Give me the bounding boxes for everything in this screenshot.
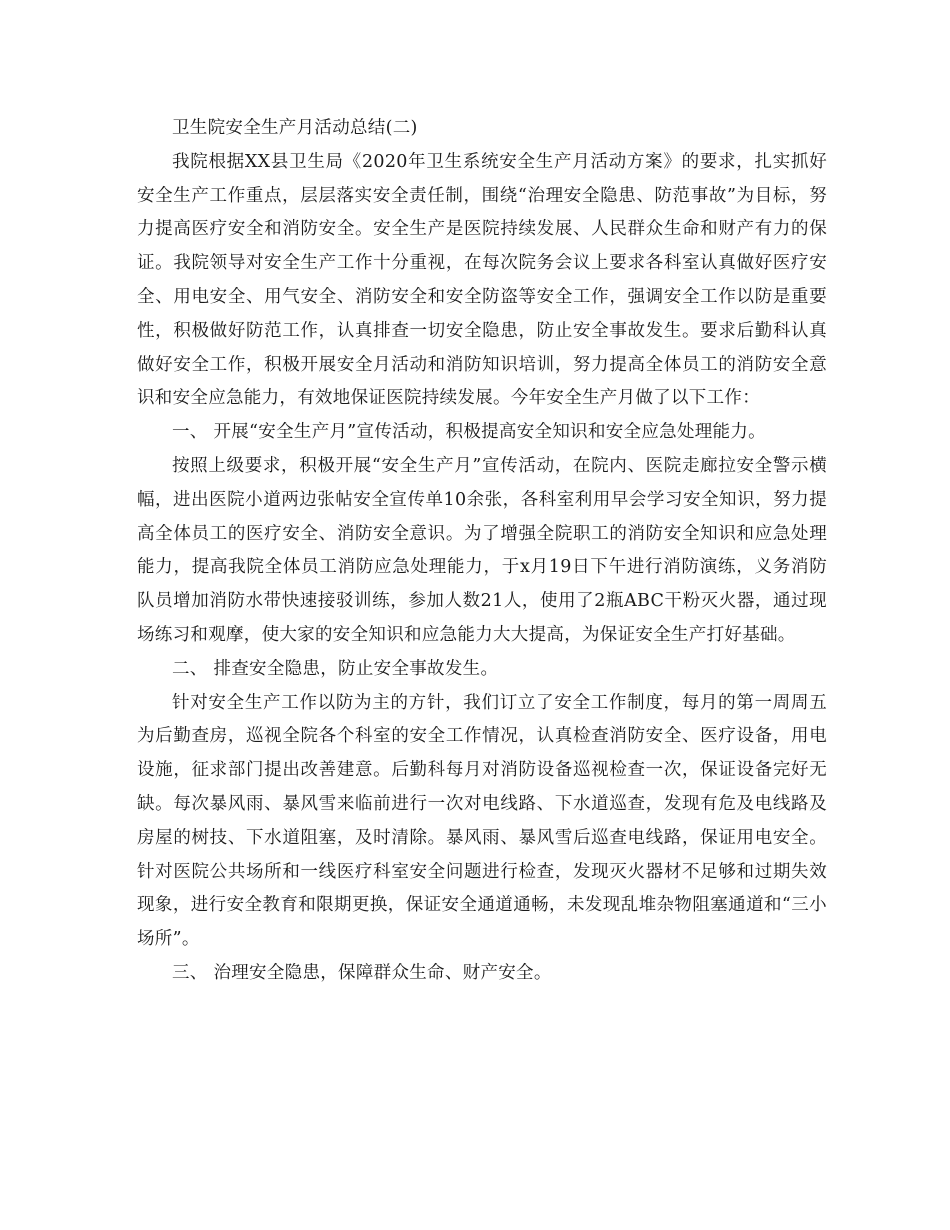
section-1-paragraph: 按照上级要求，积极开展“安全生产月”宣传活动，在院内、医院走廊拉安全警示横幅，进出医院小道两边张帖安全宣传单10余张，各科室利用早会学习安全知识，努力提高全体员工的医疗安全、消防安全意识。为了增强全院职工的消防安全知识和应急处理能力，提高我院全体员工消防应急处理能力，于x月19日下午进行消防演练，义务消防队员增加消防水带快速接驳训练，参加人数21人，使用了2瓶ABC干粉灭火器，通过现场练习和观摩，使大家的安全知识和应急能力大大提高，为保证安全生产打好基础。: [137, 455, 827, 645]
section-heading-1: 一、 开展“安全生产月”宣传活动，积极提高安全知识和安全应急处理能力。: [172, 422, 766, 443]
section-heading-2: 二、 排查安全隐患，防止安全事故发生。: [172, 658, 499, 679]
document-body: [137, 112, 827, 991]
document-title: 卫生院安全生产月活动总结(二): [172, 118, 418, 138]
section-2-paragraph: 针对安全生产工作以防为主的方针，我们订立了安全工作制度，每月的第一周周五为后勤查房，巡视全院各个科室的安全工作情况，认真检查消防安全、医疗设备，用电设施，征求部门提出改善建意。后勤科每月对消防设备巡视检查一次，保证设备完好无缺。每次暴风雨、暴风雪来临前进行一次对电线路、下水道巡查，发现有危及电线路及房屋的树技、下水道阻塞，及时清除。暴风雨、暴风雪后巡查电线路，保证用电安全。针对医院公共场所和一线医疗科室安全问题进行检查，发现灭火器材不足够和过期失效现象，进行安全教育和限期更换，保证安全通道通畅，未发现乱堆杂物阻塞通道和“三小场所”。: [137, 692, 827, 950]
section-heading-3: 三、 治理安全隐患，保障群众生命、财产安全。: [172, 962, 552, 983]
intro-paragraph: 我院根据XX县卫生局《2020年卫生系统安全生产月活动方案》的要求，扎实抓好安全生产工作重点，层层落实安全责任制，围绕“治理安全隐患、防范事故”为目标，努力提高医疗安全和消防安全。安全生产是医院持续发展、人民群众生命和财产有力的保证。我院领导对安全生产工作十分重视，在每次院务会议上要求各科室认真做好医疗安全、用电安全、用气安全、消防安全和安全防盗等安全工作，强调安全工作以防是重要性，积极做好防范工作，认真排查一切安全隐患，防止安全事故发生。要求后勤科认真做好安全工作，积极开展安全月活动和消防知识培训，努力提高全体员工的消防安全意识和安全应急能力，有效地保证医院持续发展。今年安全生产月做了以下工作：: [137, 151, 827, 409]
